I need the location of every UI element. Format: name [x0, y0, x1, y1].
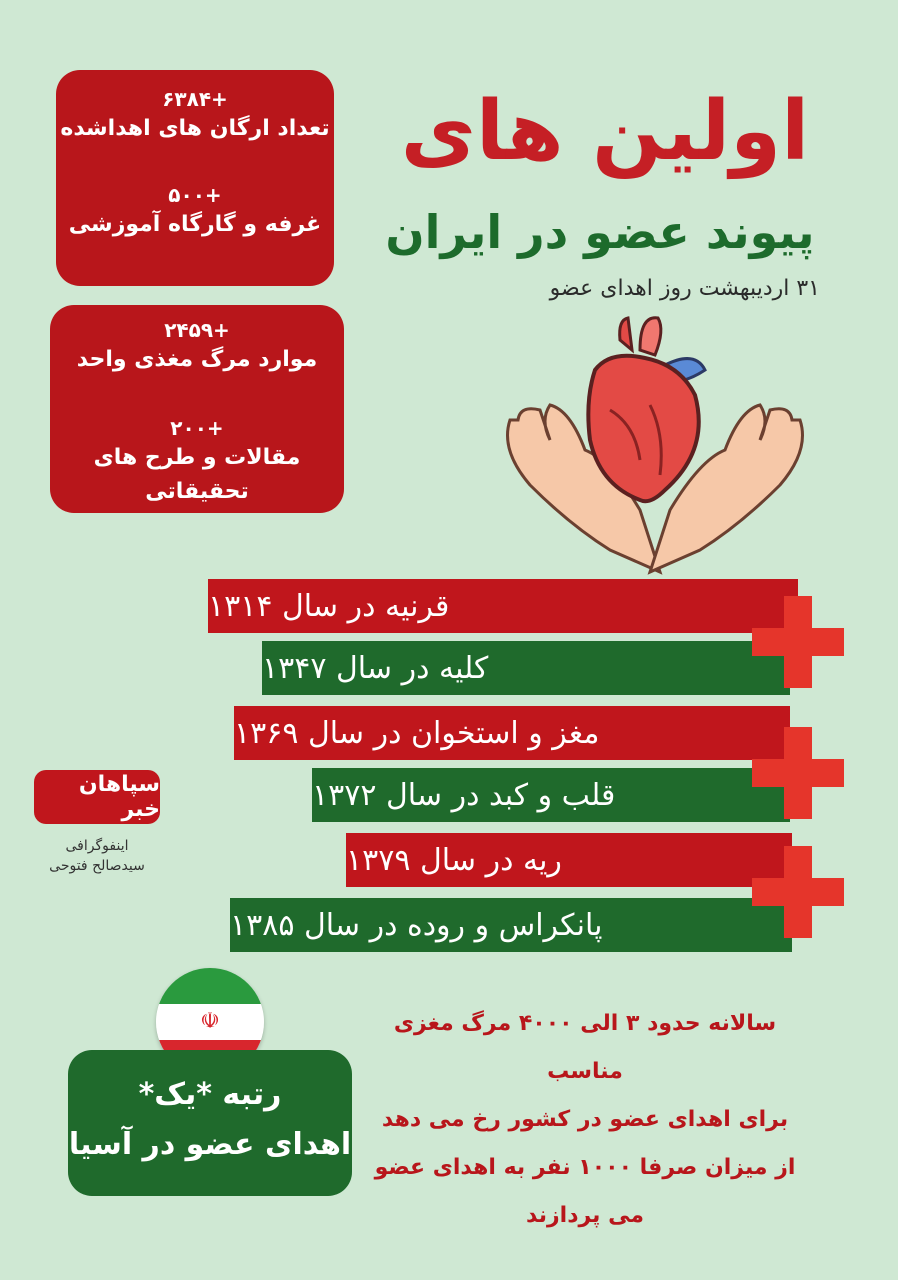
page-subtitle: پیوند عضو در ایران: [385, 205, 815, 259]
timeline-bar-3: مغز و استخوان در سال ۱۳۶۹: [234, 706, 790, 760]
timeline-bar-2: کلیه در سال ۱۳۴۷: [262, 641, 790, 695]
stat-label: مقالات و طرح های تحقیقاتی: [93, 445, 301, 504]
timeline-bar-1: قرنیه در سال ۱۳۱۴: [208, 579, 798, 633]
credit-line: اینفوگرافی: [65, 838, 129, 854]
page-title: اولین های: [400, 84, 810, 179]
rank-line: رتبه *یک*: [138, 1077, 282, 1112]
date-caption: ۳۱ اردیبهشت روز اهدای عضو: [549, 276, 820, 301]
stat-label: موارد مرگ مغذی واحد: [76, 347, 318, 372]
stat-number: +۲۴۵۹: [164, 318, 230, 342]
stats-box-1: [56, 70, 334, 286]
heart-hands-illustration: [490, 310, 820, 580]
brand-logo: سپاهان خبر: [34, 770, 160, 824]
stat-label: تعداد ارگان های اهداشده: [60, 116, 330, 141]
stats-box-2: [50, 305, 344, 513]
note-line: از میزان صرفا ۱۰۰۰ نفر به اهدای عضو: [374, 1155, 796, 1180]
rank-box: [68, 1050, 352, 1196]
credit-line: سیدصالح فتوحی: [49, 858, 145, 874]
heart-icon: [588, 318, 705, 501]
medical-cross-icon: [752, 727, 844, 819]
medical-cross-icon: [752, 846, 844, 938]
rank-line: اهدای عضو در آسیا: [68, 1127, 352, 1162]
note-line: سالانه حدود ۳ الی ۴۰۰۰ مرگ مغزی مناسب: [393, 1011, 777, 1084]
timeline-bar-6: پانکراس و روده در سال ۱۳۸۵: [230, 898, 792, 952]
stat-number: +۶۳۸۴: [162, 87, 228, 111]
annual-note: [360, 1000, 810, 1240]
note-line: می پردازند: [526, 1203, 644, 1228]
timeline-bar-5: ریه در سال ۱۳۷۹: [346, 833, 792, 887]
note-line: برای اهدای عضو در کشور رخ می دهد: [381, 1107, 789, 1132]
stat-number: +۵۰۰: [168, 183, 222, 207]
stat-label: غرفه و گارگاه آموزشی: [68, 212, 322, 237]
stat-number: +۲۰۰: [170, 416, 224, 440]
timeline-bar-4: قلب و کبد در سال ۱۳۷۲: [312, 768, 790, 822]
medical-cross-icon: [752, 596, 844, 688]
credit: [30, 836, 164, 876]
iran-flag-icon: ☫: [156, 968, 264, 1076]
